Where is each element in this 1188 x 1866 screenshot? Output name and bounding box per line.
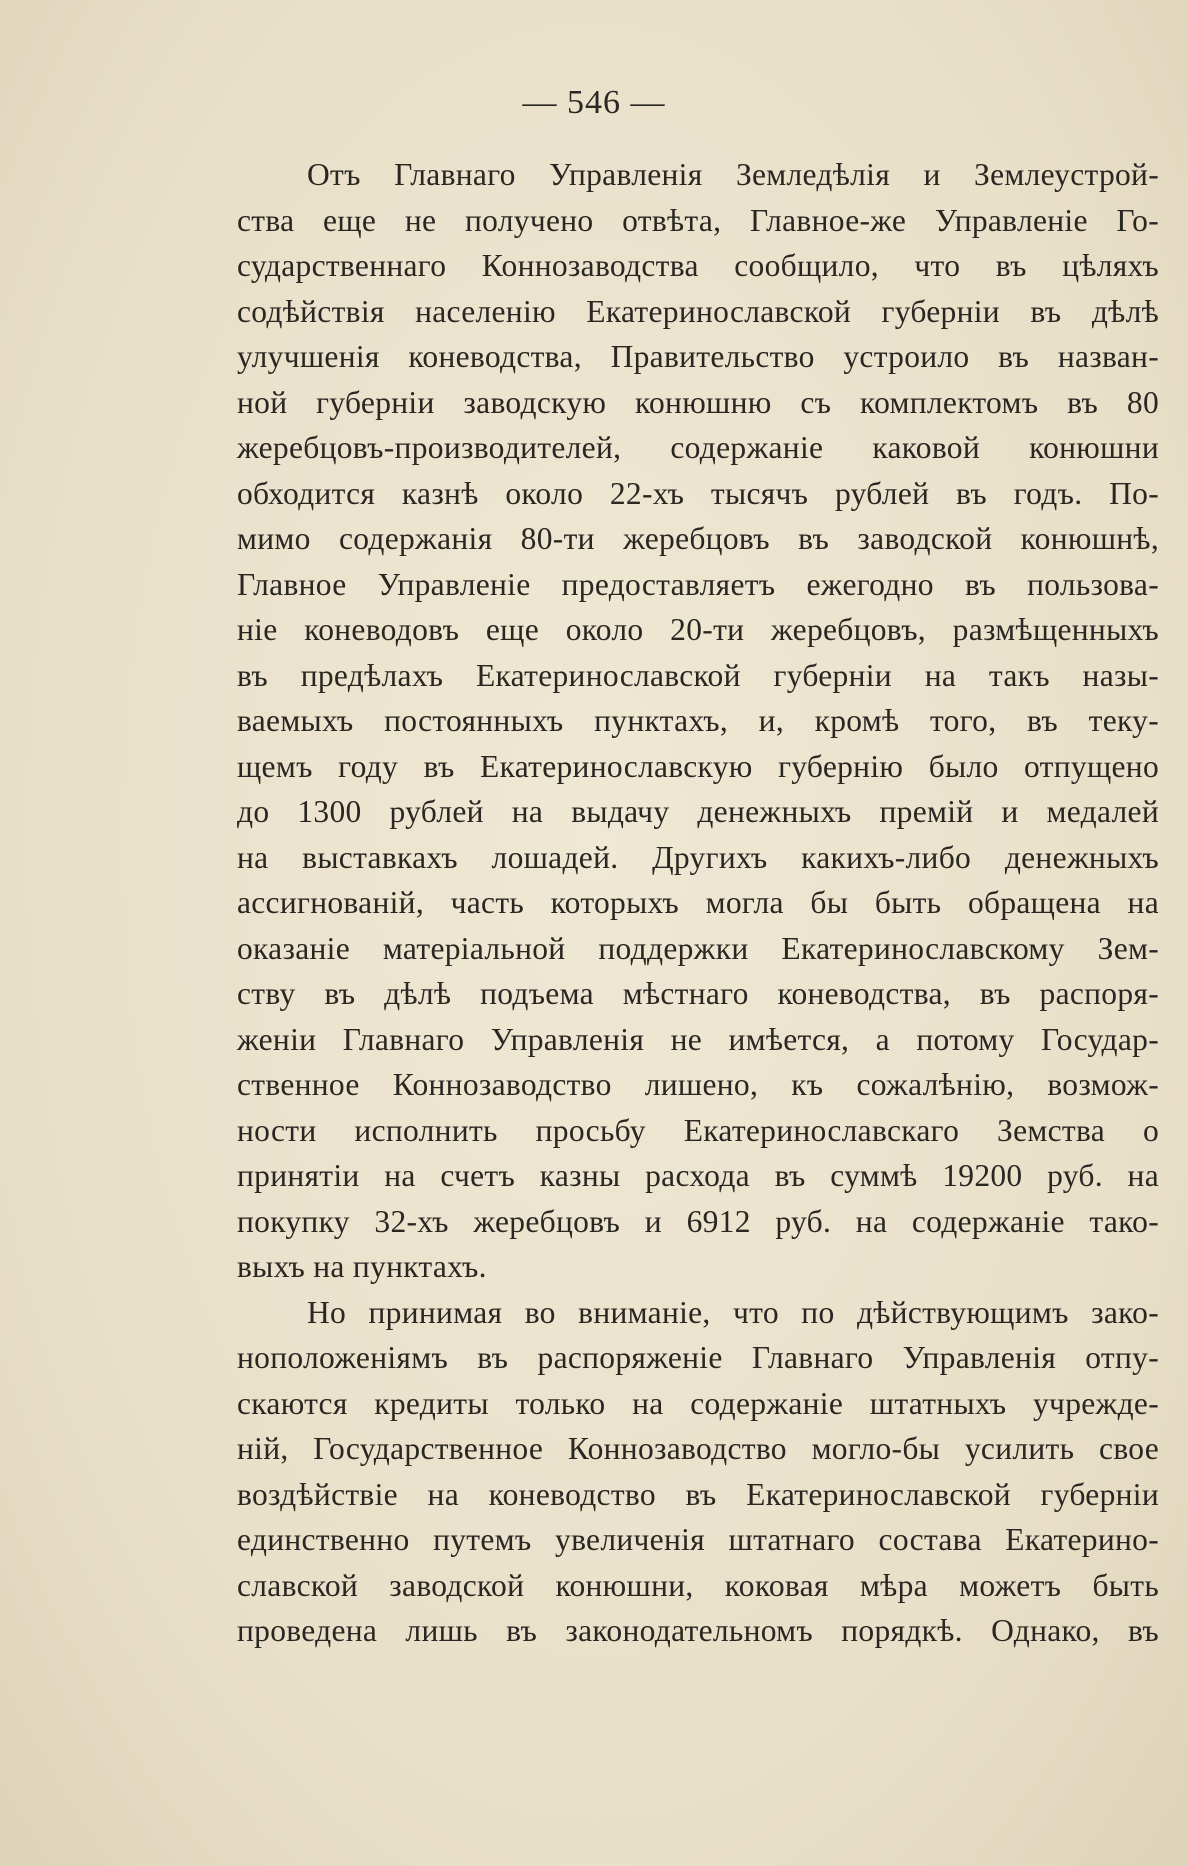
document-body bbox=[237, 152, 1159, 1654]
text-line: ній, Государственное Коннозаводство могло-бы усилить свое bbox=[237, 1431, 1159, 1466]
text-line: въ предѣлахъ Екатеринославской губерніи на такъ назы- bbox=[237, 657, 1159, 693]
text-line: женіи Главнаго Управленія не имѣется, а потому Государ- bbox=[237, 1021, 1159, 1057]
text-line: ніе коневодовъ еще около 20-ти жеребцовъ, размѣщенныхъ bbox=[237, 612, 1159, 647]
page-number: — 546 — bbox=[522, 84, 666, 121]
text-line: до 1300 рублей на выдачу денежныхъ премій и медалей bbox=[237, 794, 1159, 829]
text-line: ваемыхъ постоянныхъ пунктахъ, и, кромѣ того, въ теку- bbox=[237, 703, 1159, 738]
text-line: улучшенія коневодства, Правительство устроило въ назван- bbox=[237, 339, 1159, 374]
text-line: мимо содержанія 80-ти жеребцовъ въ заводской конюшнѣ, bbox=[237, 521, 1159, 556]
text-line: славской заводской конюшни, коковая мѣра можетъ быть bbox=[237, 1567, 1159, 1603]
text-line: ной губерніи заводскую конюшню съ комплектомъ въ 80 bbox=[237, 384, 1159, 420]
text-line: скаются кредиты только на содержаніе штатныхъ учрежде- bbox=[237, 1385, 1159, 1421]
text-line: принятіи на счетъ казны расхода въ суммѣ 19200 руб. на bbox=[237, 1158, 1159, 1193]
text-line: щемъ году въ Екатеринославскую губернію было отпущено bbox=[237, 748, 1159, 784]
text-line: ственное Коннозаводство лишено, къ сожалѣнію, возмож- bbox=[237, 1067, 1159, 1102]
text-line: покупку 32-хъ жеребцовъ и 6912 руб. на содержаніе тако- bbox=[237, 1203, 1159, 1239]
text-line: обходится казнѣ около 22-хъ тысячъ рублей въ годъ. По- bbox=[237, 475, 1159, 511]
text-line: оказаніе матеріальной поддержки Екатеринославскому Зем- bbox=[237, 930, 1159, 966]
text-line: ноположеніямъ въ распоряженіе Главнаго Управленія отпу- bbox=[237, 1340, 1159, 1375]
paragraph-1 bbox=[237, 152, 1159, 1290]
text-line: содѣйствія населенію Екатеринославской губерніи въ дѣлѣ bbox=[237, 293, 1159, 329]
text-line: ассигнованій, часть которыхъ могла бы быть обращена на bbox=[237, 885, 1159, 920]
text-line: ству въ дѣлѣ подъема мѣстнаго коневодства, въ распоря- bbox=[237, 976, 1159, 1011]
text-line: ства еще не получено отвѣта, Главное-же Управленіе Го- bbox=[237, 202, 1159, 238]
text-line: сударственнаго Коннозаводства сообщило, что въ цѣляхъ bbox=[237, 248, 1159, 283]
text-line: воздѣйствіе на коневодство въ Екатеринославской губерніи bbox=[237, 1476, 1159, 1512]
text-line: единственно путемъ увеличенія штатнаго состава Екатерино- bbox=[237, 1522, 1159, 1557]
text-line: жеребцовъ-производителей, содержаніе каковой конюшни bbox=[237, 430, 1159, 465]
text-line: на выставкахъ лошадей. Другихъ какихъ-либо денежныхъ bbox=[237, 839, 1159, 875]
text-line: ности исполнить просьбу Екатеринославскаго Земства о bbox=[237, 1112, 1159, 1148]
text-line: Отъ Главнаго Управленія Земледѣлія и Землеустрой- bbox=[307, 157, 1159, 192]
text-line: Главное Управленіе предоставляетъ ежегодно въ пользова- bbox=[237, 566, 1159, 602]
text-line: проведена лишь въ законодательномъ порядкѣ. Однако, въ bbox=[237, 1613, 1159, 1648]
text-line: выхъ на пунктахъ. bbox=[237, 1249, 487, 1284]
paragraph-2 bbox=[237, 1290, 1159, 1654]
text-line: Но принимая во вниманіе, что по дѣйствующимъ зако- bbox=[307, 1294, 1159, 1330]
